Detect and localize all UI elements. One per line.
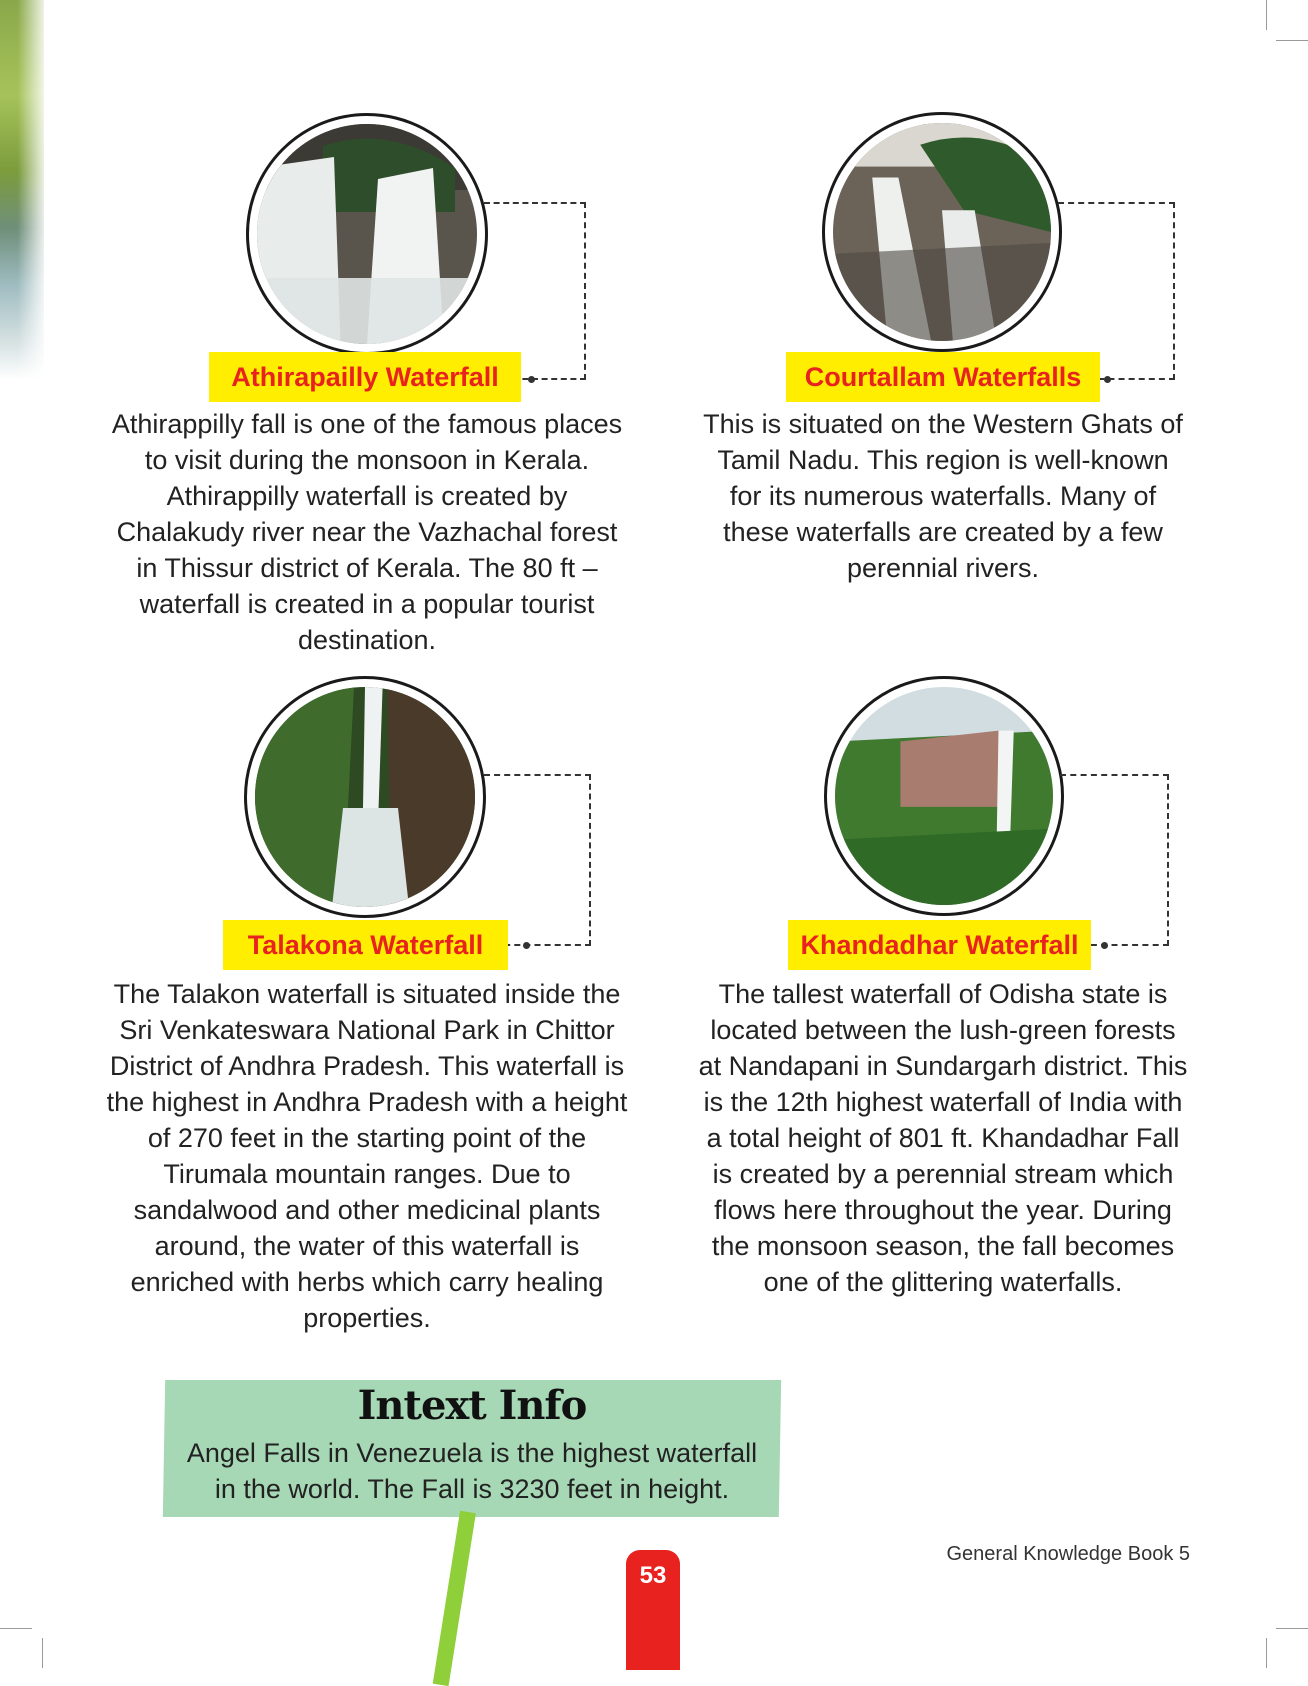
card-title: Khandadhar Waterfall	[788, 920, 1091, 970]
sign-pole	[433, 1511, 476, 1686]
card-description: This is situated on the Western Ghats of Tamil Nadu. This region is well-known for its numerous waterfalls. Many of these waterfalls are created by a few perennial rivers.	[703, 409, 1183, 583]
crop-mark	[1266, 0, 1267, 30]
courtallam-photo	[822, 112, 1062, 352]
khandadhar-photo	[824, 676, 1064, 916]
intext-info-text: Angel Falls in Venezuela is the highest waterfall in the world. The Fall is 3230 feet in height.	[186, 1438, 758, 1504]
talakona-photo	[244, 676, 486, 918]
side-photo-strip	[0, 0, 44, 380]
card-title: Courtallam Waterfalls	[786, 352, 1100, 402]
card-title: Athirapailly Waterfall	[209, 352, 521, 402]
waterfall-image	[257, 124, 477, 344]
athirapailly-photo	[246, 113, 488, 355]
card-description: The Talakon waterfall is situated inside the Sri Venkateswara National Park in Chittor District of Andhra Pradesh. This waterfall is the highest in Andhra Pradesh with a height of 270 feet in the starting point of the Tirumala mountain ranges. Due to sandalwood and other medicinal plants around, the water of this waterfall is enriched with herbs which carry healing properties.	[106, 979, 628, 1333]
crop-mark	[42, 1638, 43, 1668]
waterfall-image	[255, 687, 475, 907]
waterfall-image	[833, 123, 1051, 341]
connector-dot	[528, 376, 535, 383]
connector-dot	[1104, 376, 1111, 383]
intext-info-title: Intext Info	[357, 1382, 587, 1429]
crop-mark	[1276, 40, 1308, 41]
card-description: Athirappilly fall is one of the famous places to visit during the monsoon in Kerala. Athirappilly waterfall is created by Chalakudy river near the Vazhachal forest in Thissur district of Kerala. The 80 ft – waterfall is created in a popular tourist destination.	[111, 409, 623, 655]
crop-mark	[1266, 1638, 1267, 1668]
crop-mark	[0, 1628, 32, 1629]
connector-dot	[1101, 942, 1108, 949]
page-number: 53	[639, 1562, 667, 1589]
waterfall-image	[835, 687, 1053, 905]
card-description: The tallest waterfall of Odisha state is located between the lush-green forests at Nandapani in Sundargarh district. This is the 12th highest waterfall of India with a total height of 801 ft. Khandadhar Fall is created by a perennial stream which flows here throughout the year. During the monsoon season, the fall becomes one of the glittering waterfalls.	[698, 979, 1188, 1297]
crop-mark	[1276, 1628, 1308, 1629]
card-title: Talakona Waterfall	[223, 920, 508, 970]
footer-book-title: General Knowledge Book 5	[946, 1543, 1190, 1565]
connector-dot	[523, 942, 530, 949]
